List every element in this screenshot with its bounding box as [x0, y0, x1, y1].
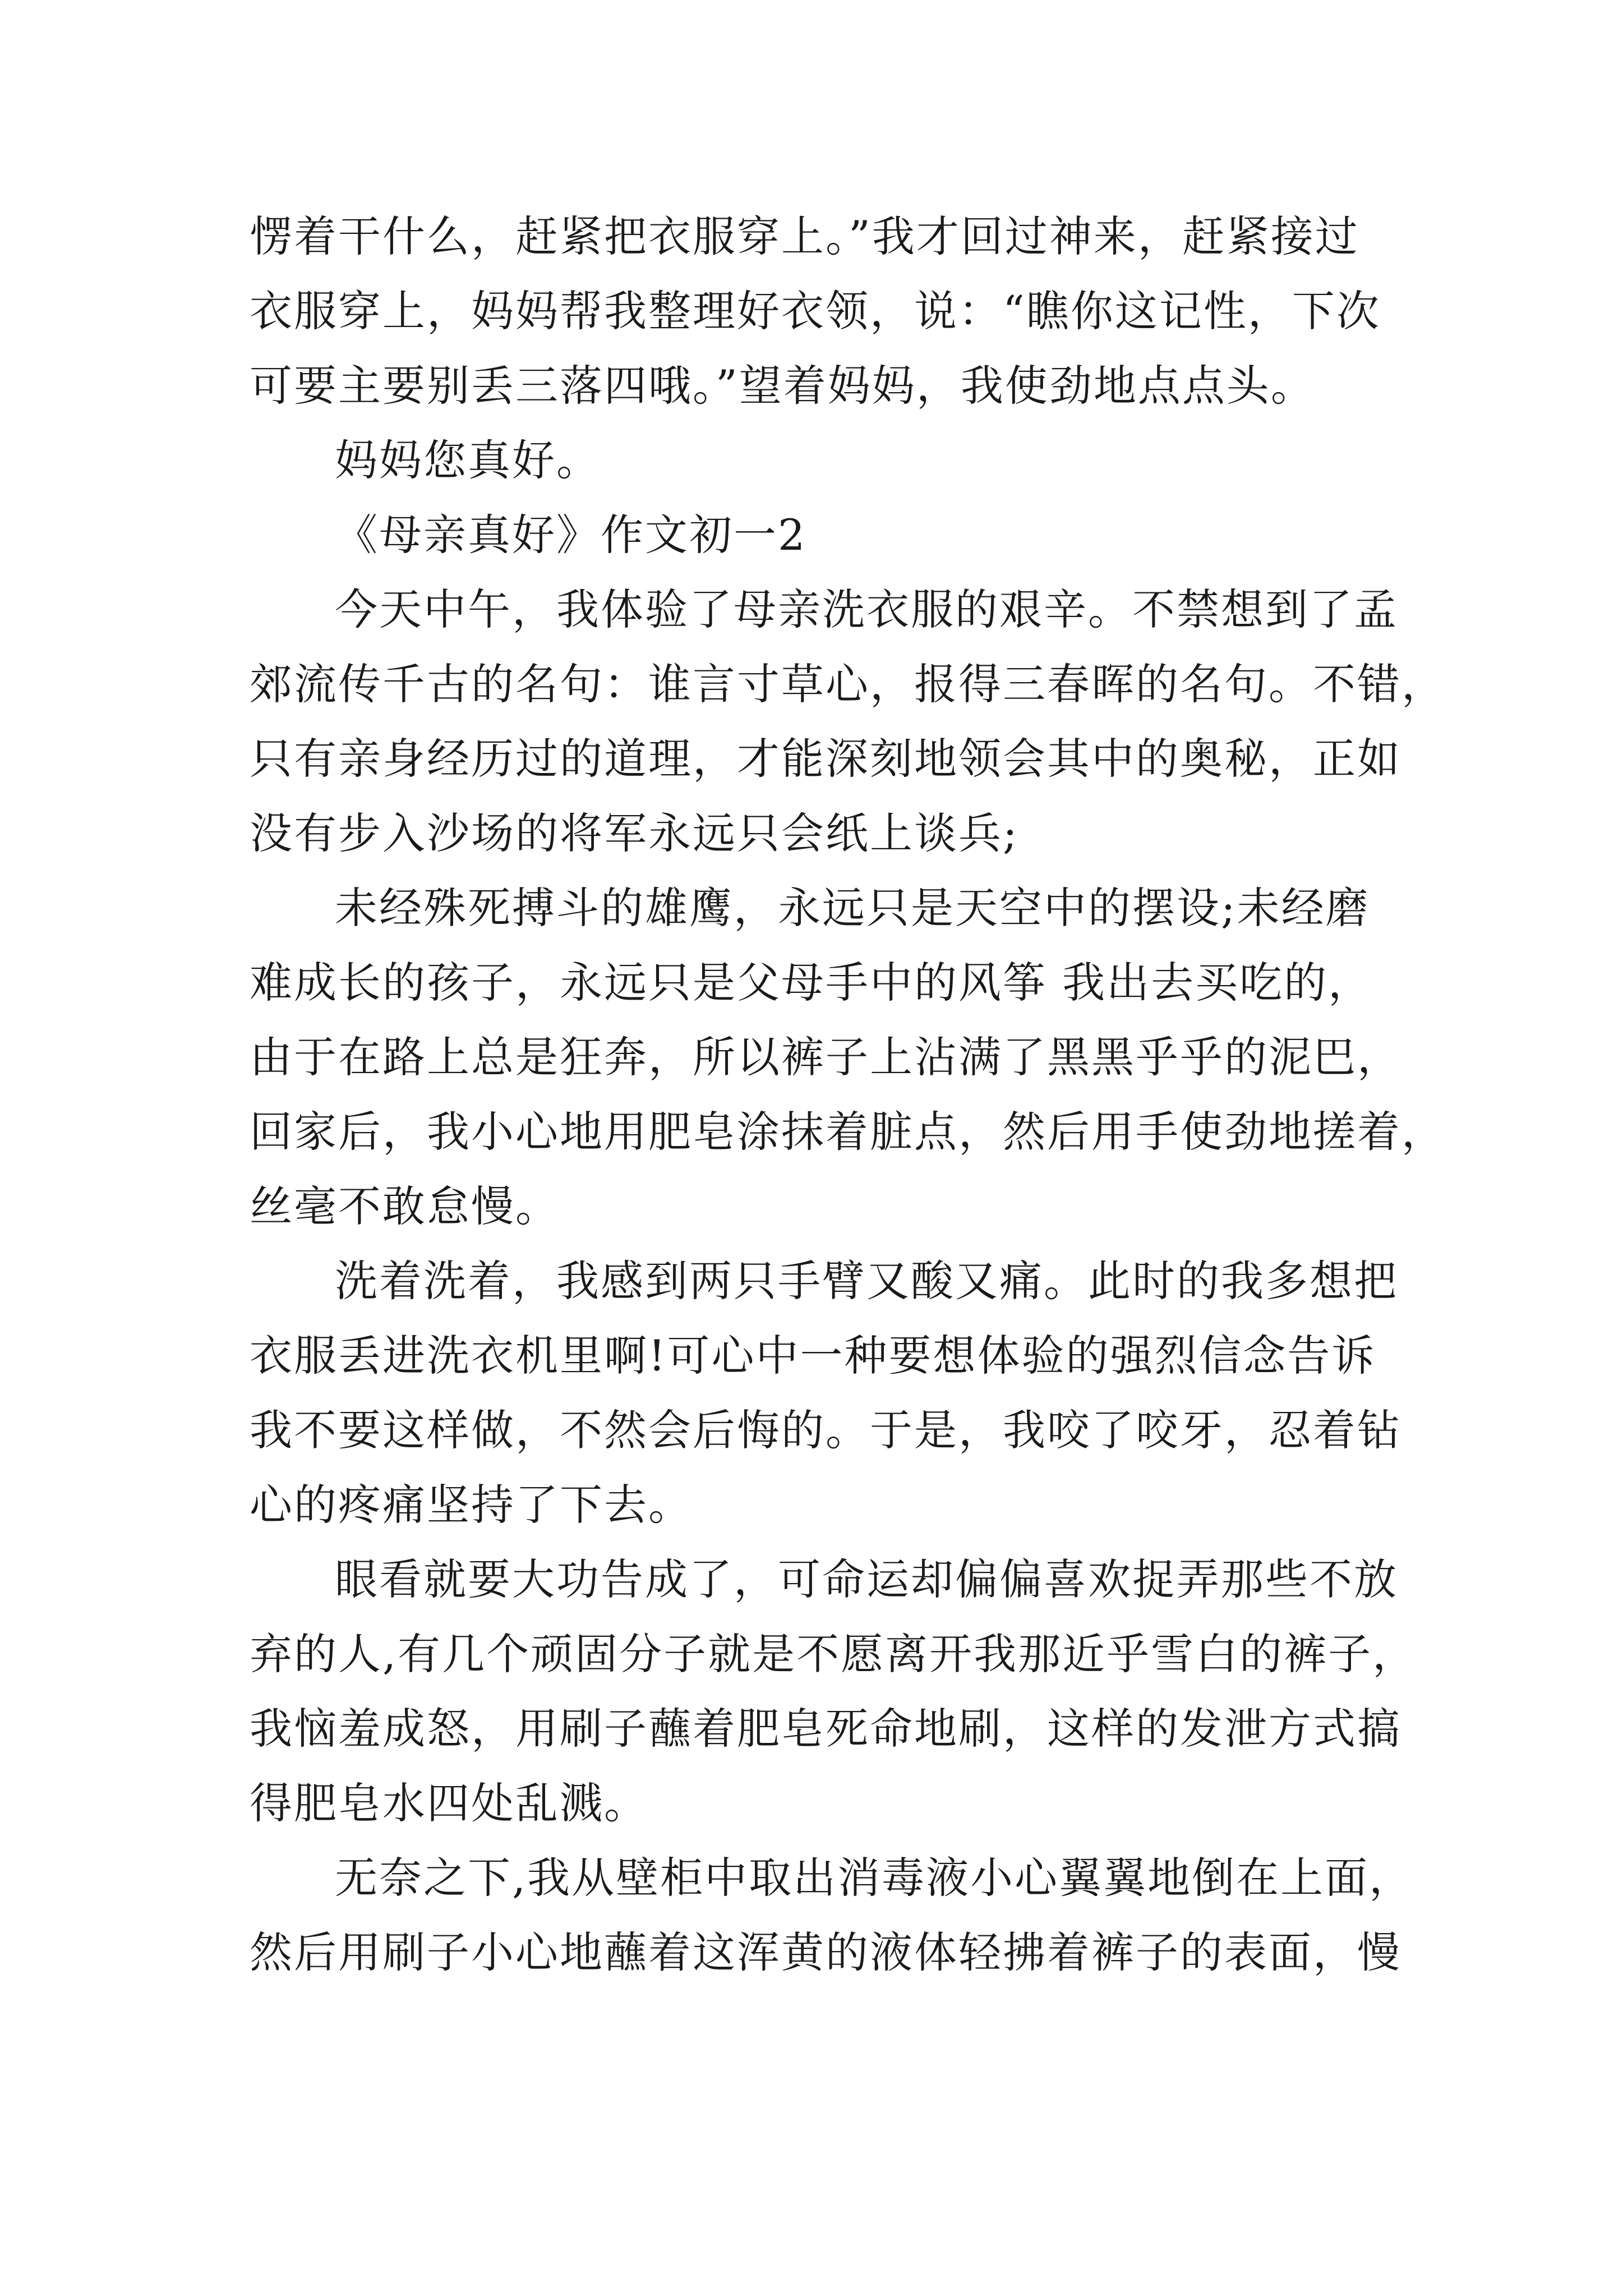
text-line: 郊流传千古的名句：谁言寸草心，报得三春晖的名句。不错，: [250, 659, 1446, 709]
text-line: 洗着洗着，我感到两只手臂又酸又痛。此时的我多想把: [335, 1256, 1398, 1306]
text-line: 愣着干什么，赶紧把衣服穿上。”我才回过神来，赶紧接过: [250, 211, 1359, 261]
text-line: 妈妈您真好。: [335, 435, 601, 485]
text-line: 未经殊死搏斗的雄鹰，永远只是天空中的摆设;未经磨: [335, 883, 1370, 933]
essay-title: 《母亲真好》作文初一2: [335, 510, 807, 560]
text-line: 由于在路上总是狂奔，所以裤子上沾满了黑黑乎乎的泥巴，: [250, 1032, 1401, 1082]
text-line: 得肥皂水四处乱溅。: [250, 1778, 648, 1828]
text-line: 然后用刷子小心地蘸着这浑黄的液体轻拂着裤子的表面，慢: [250, 1927, 1401, 1977]
text-line: 弃的人,有几个顽固分子就是不愿离开我那近乎雪白的裤子，: [250, 1629, 1417, 1679]
text-line: 可要主要别丢三落四哦。”望着妈妈，我使劲地点点头。: [250, 361, 1315, 411]
essay-body: [250, 199, 1446, 1990]
text-line: 我不要这样做，不然会后悔的。于是，我咬了咬牙，忍着钻: [250, 1405, 1401, 1455]
text-line: 今天中午，我体验了母亲洗衣服的艰辛。不禁想到了孟: [335, 585, 1398, 634]
text-line: 只有亲身经历过的道理，才能深刻地领会其中的奥秘，正如: [250, 734, 1401, 784]
text-line: 回家后，我小心地用肥皂涂抹着脏点，然后用手使劲地搓着，: [250, 1107, 1446, 1157]
text-line: 丝毫不敢怠慢。: [250, 1181, 560, 1231]
text-line: 我恼羞成怒，用刷子蘸着肥皂死命地刷，这样的发泄方式搞: [250, 1704, 1401, 1754]
text-line: 没有步入沙场的将军永远只会纸上谈兵;: [250, 808, 1019, 858]
text-line: 无奈之下,我从壁柜中取出消毒液小心翼翼地倒在上面，: [335, 1853, 1414, 1903]
text-line: 眼看就要大功告成了，可命运却偏偏喜欢捉弄那些不放: [335, 1554, 1398, 1604]
text-line: 衣服丢进洗衣机里啊!可心中一种要想体验的强烈信念告诉: [250, 1331, 1376, 1381]
text-line: 衣服穿上，妈妈帮我整理好衣领，说：“瞧你这记性，下次: [250, 286, 1381, 336]
text-line: 心的疼痛坚持了下去。: [250, 1480, 693, 1530]
text-line: 难成长的孩子，永远只是父母手中的风筝 我出去买吃的，: [250, 958, 1373, 1007]
